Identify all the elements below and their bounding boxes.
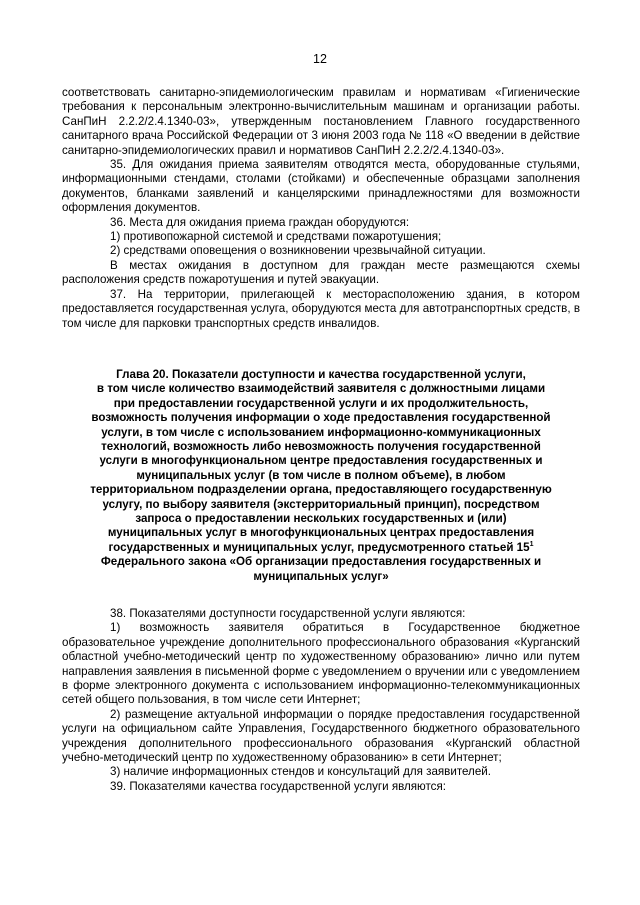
heading-line: муниципальных услуг» xyxy=(253,569,389,583)
heading-line: услуги в многофункциональном центре предоставления государственных и xyxy=(99,454,543,468)
paragraph-38-item-3: 3) наличие информационных стендов и консультаций для заявителей. xyxy=(110,765,491,779)
heading-line: муниципальных услуг в многофункциональных центрах предоставления xyxy=(107,526,535,540)
heading-line: территориальном подразделении органа, предоставляющего государственную xyxy=(90,483,552,497)
heading-line: в том числе количество взаимодействий заявителя с должностными лицами xyxy=(96,382,546,396)
heading-line: услугу, по выбору заявителя (экстерриториальный принцип), посредством xyxy=(102,497,540,511)
heading-line: при предоставлении государственной услуги и их продолжительность, xyxy=(113,396,529,410)
heading-line: Глава 20. Показатели доступности и качества государственной услуги, xyxy=(116,368,526,381)
paragraph-36-item-2: 2) средствами оповещения о возникновении чрезвычайной ситуации. xyxy=(110,244,486,258)
footnote-superscript: 1 xyxy=(529,541,534,549)
chapter-20-heading xyxy=(62,368,580,584)
paragraph-37: 37. На территории, прилегающей к месторасположению здания, в котором предоставляется государственная услуга, оборудуются места для автотранспортных средств, в том числе для парковки транспортных средств инвалидов. xyxy=(62,287,580,330)
heading-line xyxy=(62,541,580,555)
paragraph-36-note: В местах ожидания в доступном для граждан месте размещаются схемы расположения средств пожаротушения и путей эвакуации. xyxy=(62,258,580,287)
heading-line-text: государственных и муниципальных услуг, предусмотренного статьей 15 xyxy=(108,540,530,554)
heading-line: услуги, в том числе с использованием информационно-коммуникационных xyxy=(101,425,541,439)
heading-line: запроса о предоставлении нескольких государственных и (или) xyxy=(135,512,507,526)
paragraph-38-item-1: 1) возможность заявителя обратиться в Государственное бюджетное образовательное учреждение дополнительного профессионального образования «Курганский областной учебно-методический центр по художественному образованию» лично или путем направления заявления в письменной форме с уведомлением о вручении или с уведомлением в форме электронного документа с использованием информационно-телекоммуникационных сетей общего пользования, в том числе сети Интернет; xyxy=(62,621,580,707)
paragraph-36: 36. Места для ожидания приема граждан оборудуются: xyxy=(110,215,410,229)
paragraph-38-item-2: 2) размещение актуальной информации о порядке предоставления государственной услуги на официальном сайте Управления, Государственного бюджетного образовательного учреждения дополнительного профессионального образования «Курганский областной учебно-методический центр по художественному образованию» в сети Интернет; xyxy=(62,707,580,765)
heading-line: муниципальных услуг (в том числе в полном объеме), в любом xyxy=(136,468,506,482)
paragraph-continuation: соответствовать санитарно-эпидемиологическим правилам и нормативам «Гигиенические требования к персональным электронно-вычислительным машинам и организации работы. СанПиН 2.2.2/2.4.1340-03», утвержденным постановлением Главного государственного санитарного врача Российской Федерации от 3 июня 2003 года № 118 «О введении в действие санитарно-эпидемиологических правил и нормативов СанПиН 2.2.2/2.4.1340-03». xyxy=(62,86,580,157)
paragraph-36-item-1: 1) противопожарной системой и средствами пожаротушения; xyxy=(110,230,442,244)
body-text-top xyxy=(62,86,580,331)
heading-line: Федерального закона «Об организации предоставления государственных и xyxy=(100,555,542,569)
page-number: 12 xyxy=(313,52,327,66)
paragraph-38: 38. Показателями доступности государственной услуги являются: xyxy=(110,607,466,620)
body-text-bottom xyxy=(62,607,580,794)
heading-line: возможность получения информации о ходе предоставления государственной xyxy=(91,411,551,425)
heading-line: технологий, возможность либо невозможность получения государственной xyxy=(101,440,541,454)
paragraph-39: 39. Показателями качества государственной услуги являются: xyxy=(110,779,446,793)
paragraph-35: 35. Для ожидания приема заявителям отводятся места, оборудованные стульями, информационными стендами, столами (стойками) и обеспеченные образцами заполнения документов, бланками заявлений и канцелярскими принадлежностями для возможности оформления документов. xyxy=(62,158,580,215)
